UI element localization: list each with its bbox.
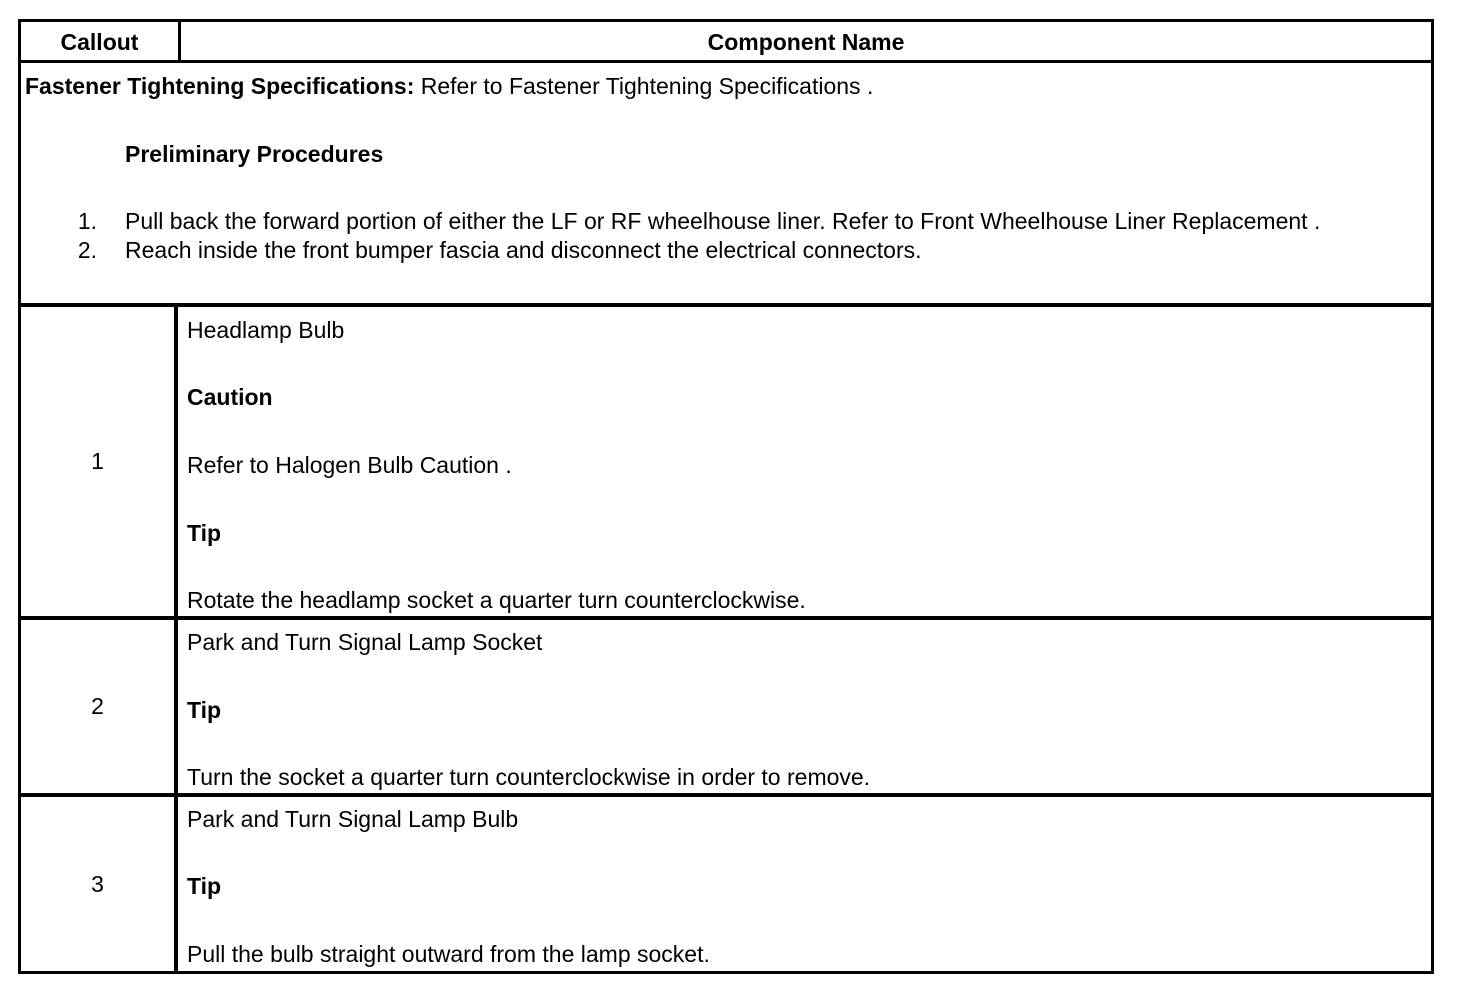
caution-text: Refer to Halogen Bulb Caution .	[187, 452, 512, 478]
callout-number: 3	[21, 797, 178, 971]
table-header	[21, 22, 1431, 63]
caution-label: Caution	[187, 384, 273, 410]
callout-column-header: Callout	[21, 22, 181, 60]
component-name: Park and Turn Signal Lamp Bulb	[187, 806, 519, 832]
fastener-spec-label: Fastener Tightening Specifications:	[25, 73, 415, 99]
step-number: 2.	[77, 237, 97, 263]
tip-label: Tip	[187, 520, 222, 546]
tip-label: Tip	[187, 873, 222, 899]
fastener-spec-text: Refer to Fastener Tightening Specifications .	[414, 73, 874, 99]
step-text: Reach inside the front bumper fascia and disconnect the electrical connectors.	[125, 237, 922, 263]
component-name: Headlamp Bulb	[187, 317, 345, 343]
specifications-block	[21, 63, 1431, 307]
table-row-callout-3	[21, 797, 1431, 971]
tip-text: Pull the bulb straight outward from the lamp socket.	[187, 941, 710, 967]
tip-text: Turn the socket a quarter turn counterclockwise in order to remove.	[187, 764, 871, 790]
callout-number: 2	[21, 620, 178, 793]
step-text: Pull back the forward portion of either the LF or RF wheelhouse liner. Refer to Front Wheelhouse Liner Replacement .	[125, 208, 1321, 234]
component-name-column-header: Component Name	[707, 29, 905, 55]
component-name: Park and Turn Signal Lamp Socket	[187, 629, 543, 655]
procedure-table	[18, 19, 1434, 974]
tip-label: Tip	[187, 697, 222, 723]
table-row-callout-1	[21, 307, 1431, 620]
preliminary-procedures-title: Preliminary Procedures	[125, 141, 384, 167]
step-number: 1.	[77, 208, 97, 234]
callout-number: 1	[21, 307, 178, 616]
fastener-spec-line	[25, 73, 873, 100]
tip-text: Rotate the headlamp socket a quarter turn counterclockwise.	[187, 587, 806, 613]
table-row-callout-2	[21, 620, 1431, 797]
